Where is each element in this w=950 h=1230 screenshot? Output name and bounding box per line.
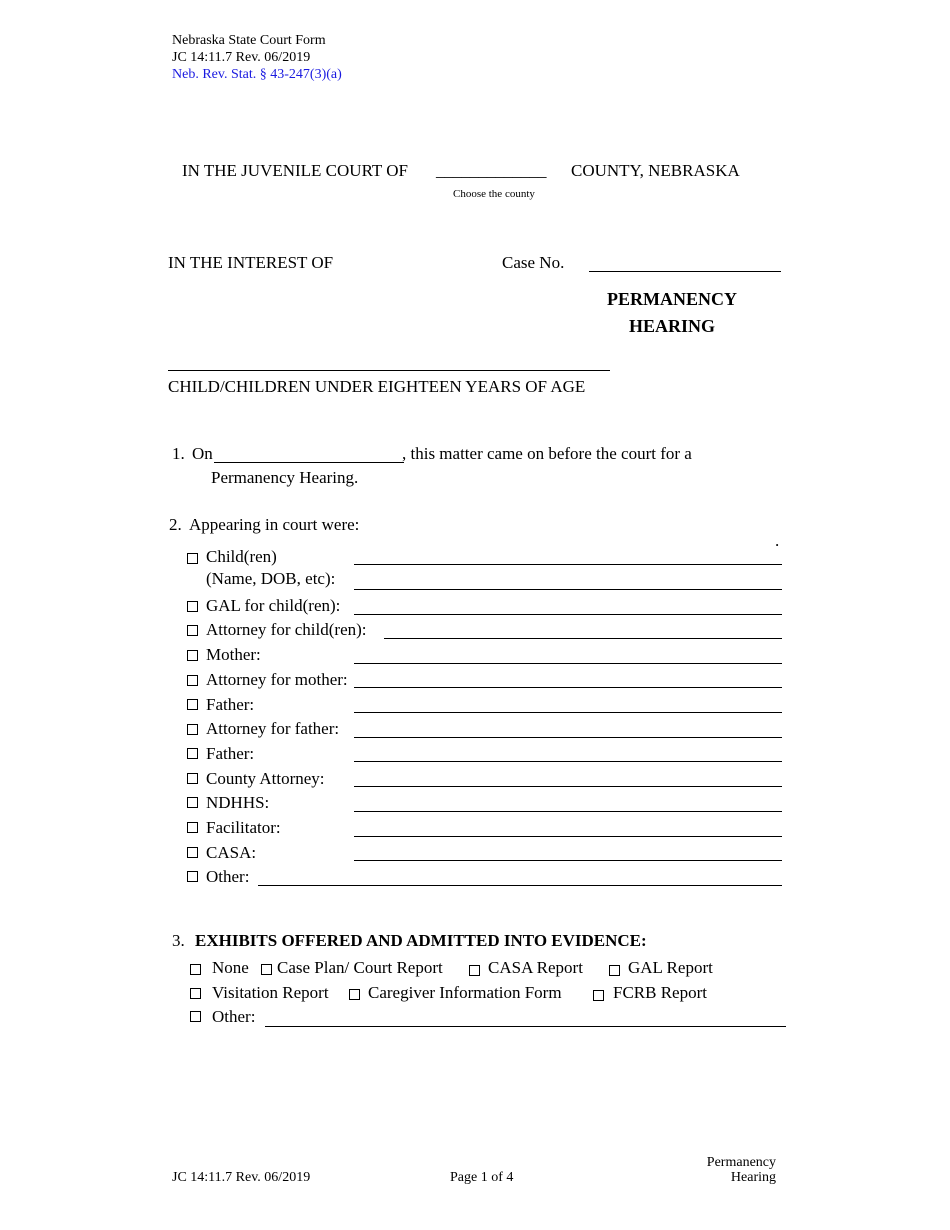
- party-field-gal[interactable]: [354, 614, 782, 615]
- court-prefix: IN THE JUVENILE COURT OF: [182, 161, 408, 180]
- checkbox-exhibit-other[interactable]: [190, 1011, 201, 1022]
- county-field[interactable]: _____________: [436, 161, 547, 180]
- party-field-casa[interactable]: [354, 860, 782, 861]
- checkbox-exhibit-caregiver[interactable]: [349, 989, 360, 1000]
- item3-heading: EXHIBITS OFFERED AND ADMITTED INTO EVIDENCE:: [195, 931, 647, 950]
- party-label-ndhhs: NDHHS:: [206, 793, 270, 812]
- document-title-line1: PERMANENCY: [607, 289, 737, 309]
- party-field-child[interactable]: [354, 564, 782, 565]
- checkbox-attorney-father[interactable]: [187, 724, 198, 735]
- party-label-attorney-father: Attorney for father:: [206, 719, 340, 738]
- item1-suffix: , this matter came on before the court for a: [402, 444, 692, 463]
- checkbox-ndhhs[interactable]: [187, 797, 198, 808]
- form-name: Nebraska State Court Form: [172, 33, 326, 48]
- checkbox-exhibit-none[interactable]: [190, 964, 201, 975]
- exhibit-label-casa: CASA Report: [488, 958, 583, 977]
- checkbox-father-1[interactable]: [187, 699, 198, 710]
- party-label-attorney-mother: Attorney for mother:: [206, 670, 348, 689]
- case-no-field[interactable]: [589, 271, 781, 272]
- party-label-father-1: Father:: [206, 695, 255, 714]
- checkbox-mother[interactable]: [187, 650, 198, 661]
- county-hint: Choose the county: [453, 188, 535, 200]
- checkbox-exhibit-gal[interactable]: [609, 965, 620, 976]
- checkbox-exhibit-casa[interactable]: [469, 965, 480, 976]
- checkbox-facilitator[interactable]: [187, 822, 198, 833]
- party-field-attorney-mother[interactable]: [354, 687, 782, 688]
- item2-number: 2.: [169, 515, 182, 534]
- party-field-ndhhs[interactable]: [354, 811, 782, 812]
- party-field-father-1[interactable]: [354, 712, 782, 713]
- checkbox-other[interactable]: [187, 871, 198, 882]
- checkbox-father-2[interactable]: [187, 748, 198, 759]
- footer-page-number: Page 1 of 4: [450, 1170, 514, 1185]
- exhibit-field-other[interactable]: [265, 1026, 786, 1027]
- exhibit-label-other: Other:: [212, 1007, 256, 1026]
- party-field-child-details[interactable]: [354, 589, 782, 590]
- checkbox-attorney-child[interactable]: [187, 625, 198, 636]
- item1-number: 1.: [172, 444, 185, 463]
- form-number: JC 14:11.7 Rev. 06/2019: [172, 50, 311, 65]
- child-label: CHILD/CHILDREN UNDER EIGHTEEN YEARS OF AGE: [168, 377, 586, 396]
- footer-form-number: JC 14:11.7 Rev. 06/2019: [172, 1170, 311, 1185]
- exhibit-label-fcrb: FCRB Report: [613, 983, 707, 1002]
- court-suffix: COUNTY, NEBRASKA: [571, 161, 740, 180]
- checkbox-casa[interactable]: [187, 847, 198, 858]
- exhibit-label-none: None: [212, 958, 249, 977]
- party-field-facilitator[interactable]: [354, 836, 782, 837]
- checkbox-exhibit-fcrb[interactable]: [593, 990, 604, 1001]
- case-no-label: Case No.: [502, 253, 565, 272]
- party-field-other[interactable]: [258, 885, 782, 886]
- checkbox-exhibit-case-plan[interactable]: [261, 964, 272, 975]
- item1-line2: Permanency Hearing.: [211, 468, 359, 487]
- party-label-attorney-child: Attorney for child(ren):: [206, 620, 367, 639]
- document-title-line2: HEARING: [628, 316, 715, 336]
- exhibit-label-caregiver: Caregiver Information Form: [368, 983, 562, 1002]
- exhibit-label-gal: GAL Report: [628, 958, 713, 977]
- party-label-gal: GAL for child(ren):: [206, 596, 341, 615]
- footer-title-line1: Permanency: [706, 1155, 776, 1170]
- item2-heading: Appearing in court were:: [189, 515, 360, 534]
- party-label-other: Other:: [206, 867, 250, 886]
- statute-link[interactable]: Neb. Rev. Stat. § 43-247(3)(a): [172, 67, 342, 82]
- item1-prefix: On: [192, 444, 213, 463]
- checkbox-exhibit-visitation[interactable]: [190, 988, 201, 999]
- party-field-attorney-father[interactable]: [354, 737, 782, 738]
- party-label-county-attorney: County Attorney:: [206, 769, 325, 788]
- checkbox-child[interactable]: [187, 553, 198, 564]
- hearing-date-field[interactable]: [214, 462, 404, 463]
- party-label-mother: Mother:: [206, 645, 261, 664]
- party-label-child: Child(ren): [206, 547, 277, 566]
- checkbox-attorney-mother[interactable]: [187, 675, 198, 686]
- interest-of-label: IN THE INTEREST OF: [168, 253, 334, 272]
- exhibit-label-case-plan: Case Plan/ Court Report: [277, 958, 443, 977]
- exhibit-label-visitation: Visitation Report: [212, 983, 329, 1002]
- party-field-father-2[interactable]: [354, 761, 782, 762]
- party-label-child-details: (Name, DOB, etc):: [206, 569, 336, 588]
- party-label-facilitator: Facilitator:: [206, 818, 281, 837]
- party-field-attorney-child[interactable]: [384, 638, 782, 639]
- party-label-casa: CASA:: [206, 843, 257, 862]
- party-label-father-2: Father:: [206, 744, 255, 763]
- checkbox-gal[interactable]: [187, 601, 198, 612]
- child-name-field[interactable]: [168, 370, 610, 371]
- footer-title-line2: Hearing: [730, 1170, 776, 1185]
- party-field-mother[interactable]: [354, 663, 782, 664]
- item3-number: 3.: [172, 931, 185, 950]
- party-field-county-attorney[interactable]: [354, 786, 782, 787]
- stray-dot: .: [775, 531, 780, 550]
- checkbox-county-attorney[interactable]: [187, 773, 198, 784]
